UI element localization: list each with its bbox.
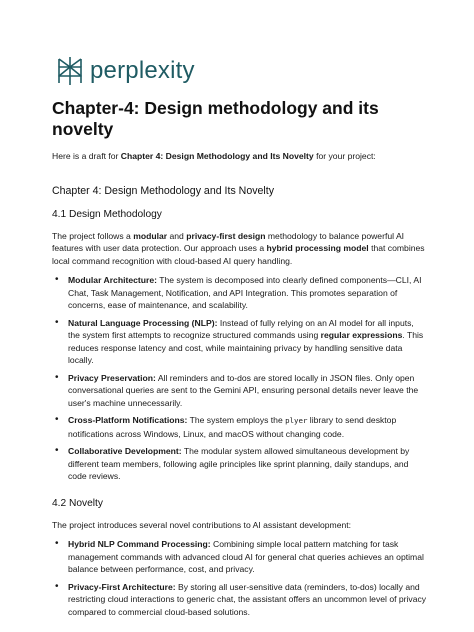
list-item: • Modular Architecture: The system is decomposed into clearly defined components—CLI, AI Chat, Task Management, Notification, and API Integration. This promotes separation of concerns, ease of maintenance, and scalability. — [52, 274, 428, 312]
chapter-heading: Chapter 4: Design Methodology and Its Novelty — [52, 184, 275, 197]
methodology-list — [52, 274, 428, 483]
list-item: • Privacy Preservation: All reminders and to-dos are stored locally in JSON files. Only open conversational queries are sent to the Gemini API, ensuring personal details never leave the user's machine unnecessarily. — [52, 372, 428, 410]
perplexity-logo-icon — [56, 56, 84, 86]
methodology-paragraph: The project follows a modular and privacy-first design methodology to balance powerful AI features with user data protection. Our approach uses a hybrid processing model that combines local command recognition with cloud-based AI query handling. — [52, 230, 425, 266]
list-item: • Hybrid NLP Command Processing: Combining simple local pattern matching for task management commands with advanced cloud AI for general chat queries achieves an optimal balance between performance, cost, and privacy. — [52, 538, 428, 576]
novelty-paragraph: The project introduces several novel contributions to AI assistant development: — [52, 519, 352, 530]
inline-code: plyer — [285, 416, 308, 425]
page-title: Chapter-4: Design methodology and its novelty — [52, 98, 379, 139]
list-item: • Natural Language Processing (NLP): Instead of fully relying on an AI model for all inputs, the system first attempts to recognize structured commands using regular expressions. This reduces response latency and cost, while maintaining privacy by handling sensitive data locally. — [52, 317, 428, 367]
novelty-list — [52, 538, 428, 618]
perplexity-logo — [56, 56, 195, 86]
list-item: • Collaborative Development: The modular system allowed simultaneous development by different team members, following agile principles like sprint planning, daily standups, and code reviews. — [52, 445, 428, 483]
section-heading-methodology: 4.1 Design Methodology — [52, 208, 162, 220]
section-heading-novelty: 4.2 Novelty — [52, 497, 103, 509]
list-item: • Cross-Platform Notifications: The system employs the plyer library to send desktop notifications across Windows, Linux, and macOS without changing code. — [52, 414, 428, 440]
document-body — [52, 98, 428, 623]
list-item: • Privacy-First Architecture: By storing all user-sensitive data (reminders, to-dos) locally and restricting cloud interactions to generic chat, the assistant offers an uncommon level of privacy compared to commercial cloud-based solutions. — [52, 581, 428, 619]
logo-wordmark: perplexity — [90, 57, 195, 84]
intro-paragraph: Here is a draft for Chapter 4: Design Methodology and Its Novelty for your project: — [52, 151, 376, 161]
